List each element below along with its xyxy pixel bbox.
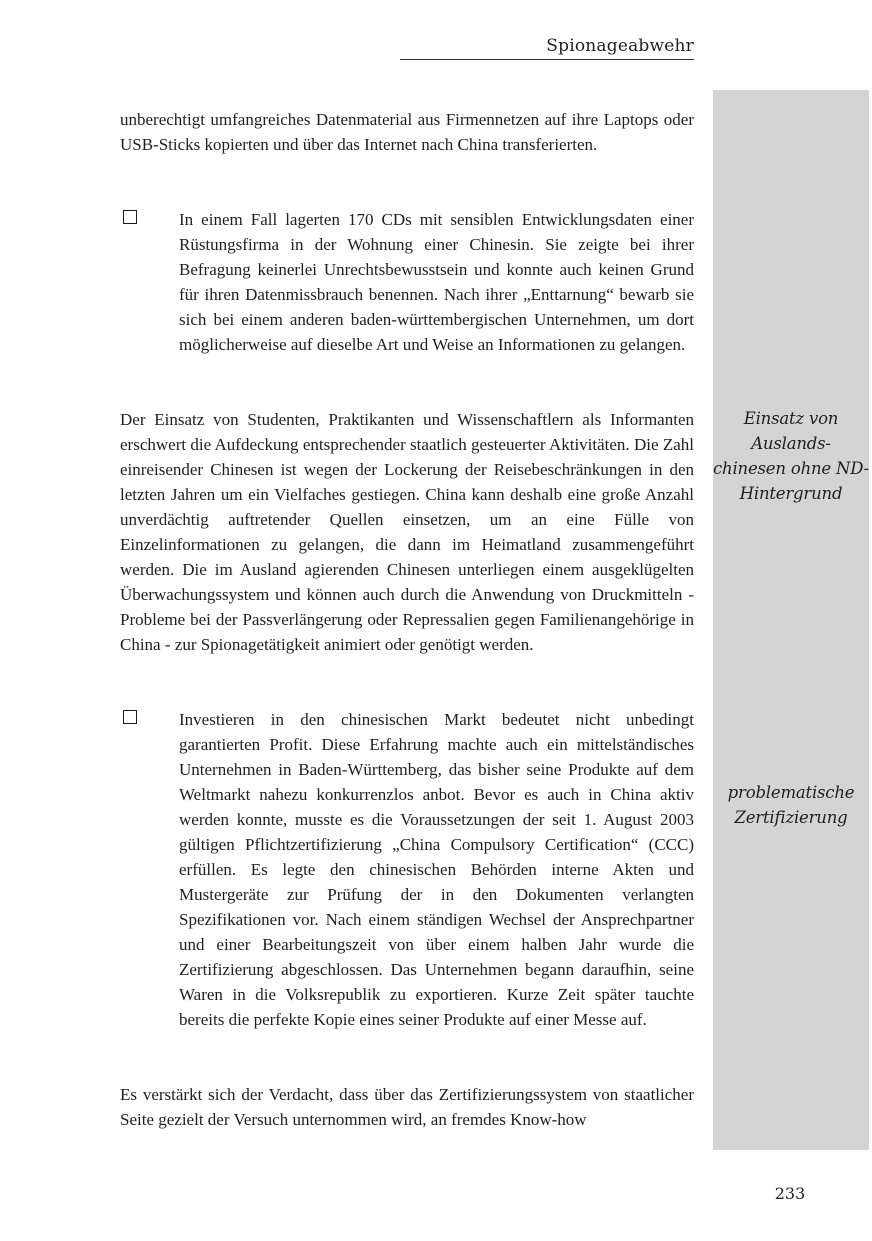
bullet-paragraph-zertifizierung: Investieren in den chinesischen Markt bedeutet nicht unbedingt garantierten Profit. Diese Erfahrung machte auch ein mittelständisches Unternehmen in Baden-Württemberg, das bisher seine Produkte auf dem Weltmarkt nahezu konkurrenzlos anbot. Bevor es auch in China aktiv werden konnte, musste es die Voraussetzungen der seit 1. August 2003 gültigen Pflichtzertifizierung „China Compulsory Certification“ (CCC) erfüllen. Es legte den chinesischen Behörden interne Akten und Mustergeräte zur Prüfung der in den Dokumenten verlangten Spezifikationen vor. Nach einem ständigen Wechsel der Ansprechpartner und einer Bearbeitungszeit von über einem halben Jahr wurde die Zertifizierung abgeschlossen. Das Unternehmen begann daraufhin, seine Waren in die Volksrepublik zu exportieren. Kurze Zeit später tauchte bereits die perfekte Kopie eines seiner Produkte auf einer Messe auf.: [179, 710, 694, 1029]
header-rule: [400, 59, 694, 60]
paragraph-intro: unberechtigt umfangreiches Datenmaterial aus Firmennetzen auf ihre Laptops oder USB-Sticks kopierten und über das Internet nach China transferierten.: [120, 110, 694, 154]
paragraph-verdacht: Es verstärkt sich der Verdacht, dass über das Zertifizierungssystem von staatlicher Seite gezielt der Versuch unternommen wird, an fremdes Know-how: [120, 1085, 694, 1129]
bullet-paragraph-cds: In einem Fall lagerten 170 CDs mit sensiblen Entwicklungsdaten einer Rüstungsfirma in der Wohnung einer Chinesin. Sie zeigte bei ihrer Befragung keinerlei Unrechtsbewusstsein und konnte auch keinen Grund für ihren Datenmissbrauch benennen. Nach ihrer „Enttarnung“ bewarb sie sich bei einem anderen baden-württembergischen Unternehmen, um dort möglicherweise auf dieselbe Art und Weise an Informationen zu gelangen.: [179, 210, 694, 354]
checkbox-bullet-icon: [123, 710, 137, 724]
page-number: 233: [774, 1184, 806, 1203]
margin-note-auslandschinesen: Einsatz von Auslands- chinesen ohne ND- Hintergrund: [713, 409, 869, 503]
margin-note-zertifizierung: problematische Zertifizierung: [727, 783, 855, 827]
paragraph-studenten: Der Einsatz von Studenten, Praktikanten und Wissenschaftlern als Informanten erschwert die Aufdeckung entsprechender staatlich gesteuerter Aktivitäten. Die Zahl einreisender Chinesen ist wegen der Lockerung der Reisebeschränkungen in den letzten Jahren um ein Vielfaches gestiegen. China kann deshalb eine große Anzahl unverdächtig auftretender Quellen einsetzen, um an eine Fülle von Einzelinformationen zu gelangen, die dann im Heimatland zusammengeführt werden. Die im Ausland agierenden Chinesen unterliegen einem ausgeklügelten Überwachungssystem und können auch durch die Anwendung von Druckmitteln - Probleme bei der Passverlängerung oder Repressalien gegen Familienangehörige in China - zur Spionagetätigkeit animiert oder genötigt werden.: [120, 410, 694, 654]
margin-sidebar: [713, 90, 869, 1150]
checkbox-bullet-icon: [123, 210, 137, 224]
running-header: Spionageabwehr: [546, 36, 694, 56]
